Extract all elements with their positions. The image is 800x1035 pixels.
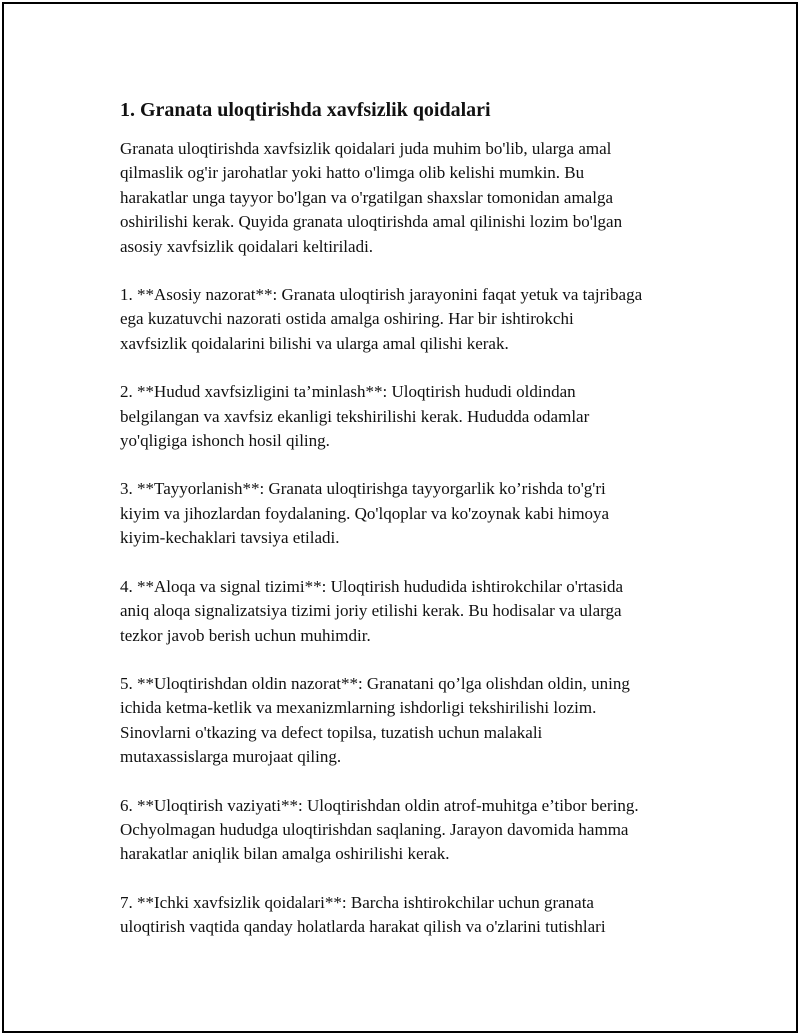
- rule-item-1: 1. **Asosiy nazorat**: Granata uloqtirish jarayonini faqat yetuk va tajribaga ega kuzatuvchi nazorati ostida amalga oshiring. Har bir ishtirokchi xavfsizlik qoidalarini bilishi va ularga amal qilishi kerak.: [120, 285, 643, 353]
- rule-item-7: 7. **Ichki xavfsizlik qoidalari**: Barcha ishtirokchilar uchun granata uloqtirish vaqtida qanday holatlarda harakat qilish va o'zlarini tutishlari: [120, 892, 606, 937]
- rule-item-3: 3. **Tayyorlanish**: Granata uloqtirishga tayyorgarlik ko’rishda to'g'ri kiyim va jihozlardan foydalaning. Qo'lqoplar va ko'zoynak kabi himoya kiyim-kechaklari tavsiya etiladi.: [120, 479, 610, 548]
- document-body: [120, 97, 700, 964]
- document-title: 1. Granata uloqtirishda xavfsizlik qoidalari: [120, 99, 491, 121]
- page-frame: [2, 2, 798, 1033]
- rule-item-6: 6. **Uloqtirish vaziyati**: Uloqtirishdan oldin atrof-muhitga e’tibor bering. Ochyolmagan hududga uloqtirishdan saqlaning. Jarayon davomida hamma harakatlar aniqlik bilan amalga oshirilishi kerak.: [120, 795, 639, 864]
- rule-item-4: 4. **Aloqa va signal tizimi**: Uloqtirish hududida ishtirokchilar o'rtasida aniq aloqa signalizatsiya tizimi joriy etilishi kerak. Bu hodisalar va ularga tezkor javob berish uchun muhimdir.: [120, 576, 624, 645]
- rule-item-5: 5. **Uloqtirishdan oldin nazorat**: Granatani qo’lga olishdan oldin, uning ichida ketma-ketlik va mexanizmlarning ishdorligi tekshirilishi lozim. Sinovlarni o'tkazing va defect topilsa, tuzatish uchun malakali mutaxassislarga murojaat qiling.: [120, 673, 630, 767]
- rule-item-2: 2. **Hudud xavfsizligini ta’minlash**: Uloqtirish hududi oldindan belgilangan va xavfsiz ekanligi tekshirilishi kerak. Hududda odamlar yo'qligiga ishonch hosil qiling.: [120, 382, 590, 451]
- intro-paragraph: Granata uloqtirishda xavfsizlik qoidalari juda muhim bo'lib, ularga amal qilmaslik og'ir jarohatlar yoki hatto o'limga olib kelishi mumkin. Bu harakatlar unga tayyor bo'lgan va o'rgatilgan shaxslar tomonidan amalga oshirilishi kerak. Quyida granata uloqtirishda amal qilinishi lozim bo'lgan asosiy xavfsizlik qoidalari keltiriladi.: [120, 139, 623, 256]
